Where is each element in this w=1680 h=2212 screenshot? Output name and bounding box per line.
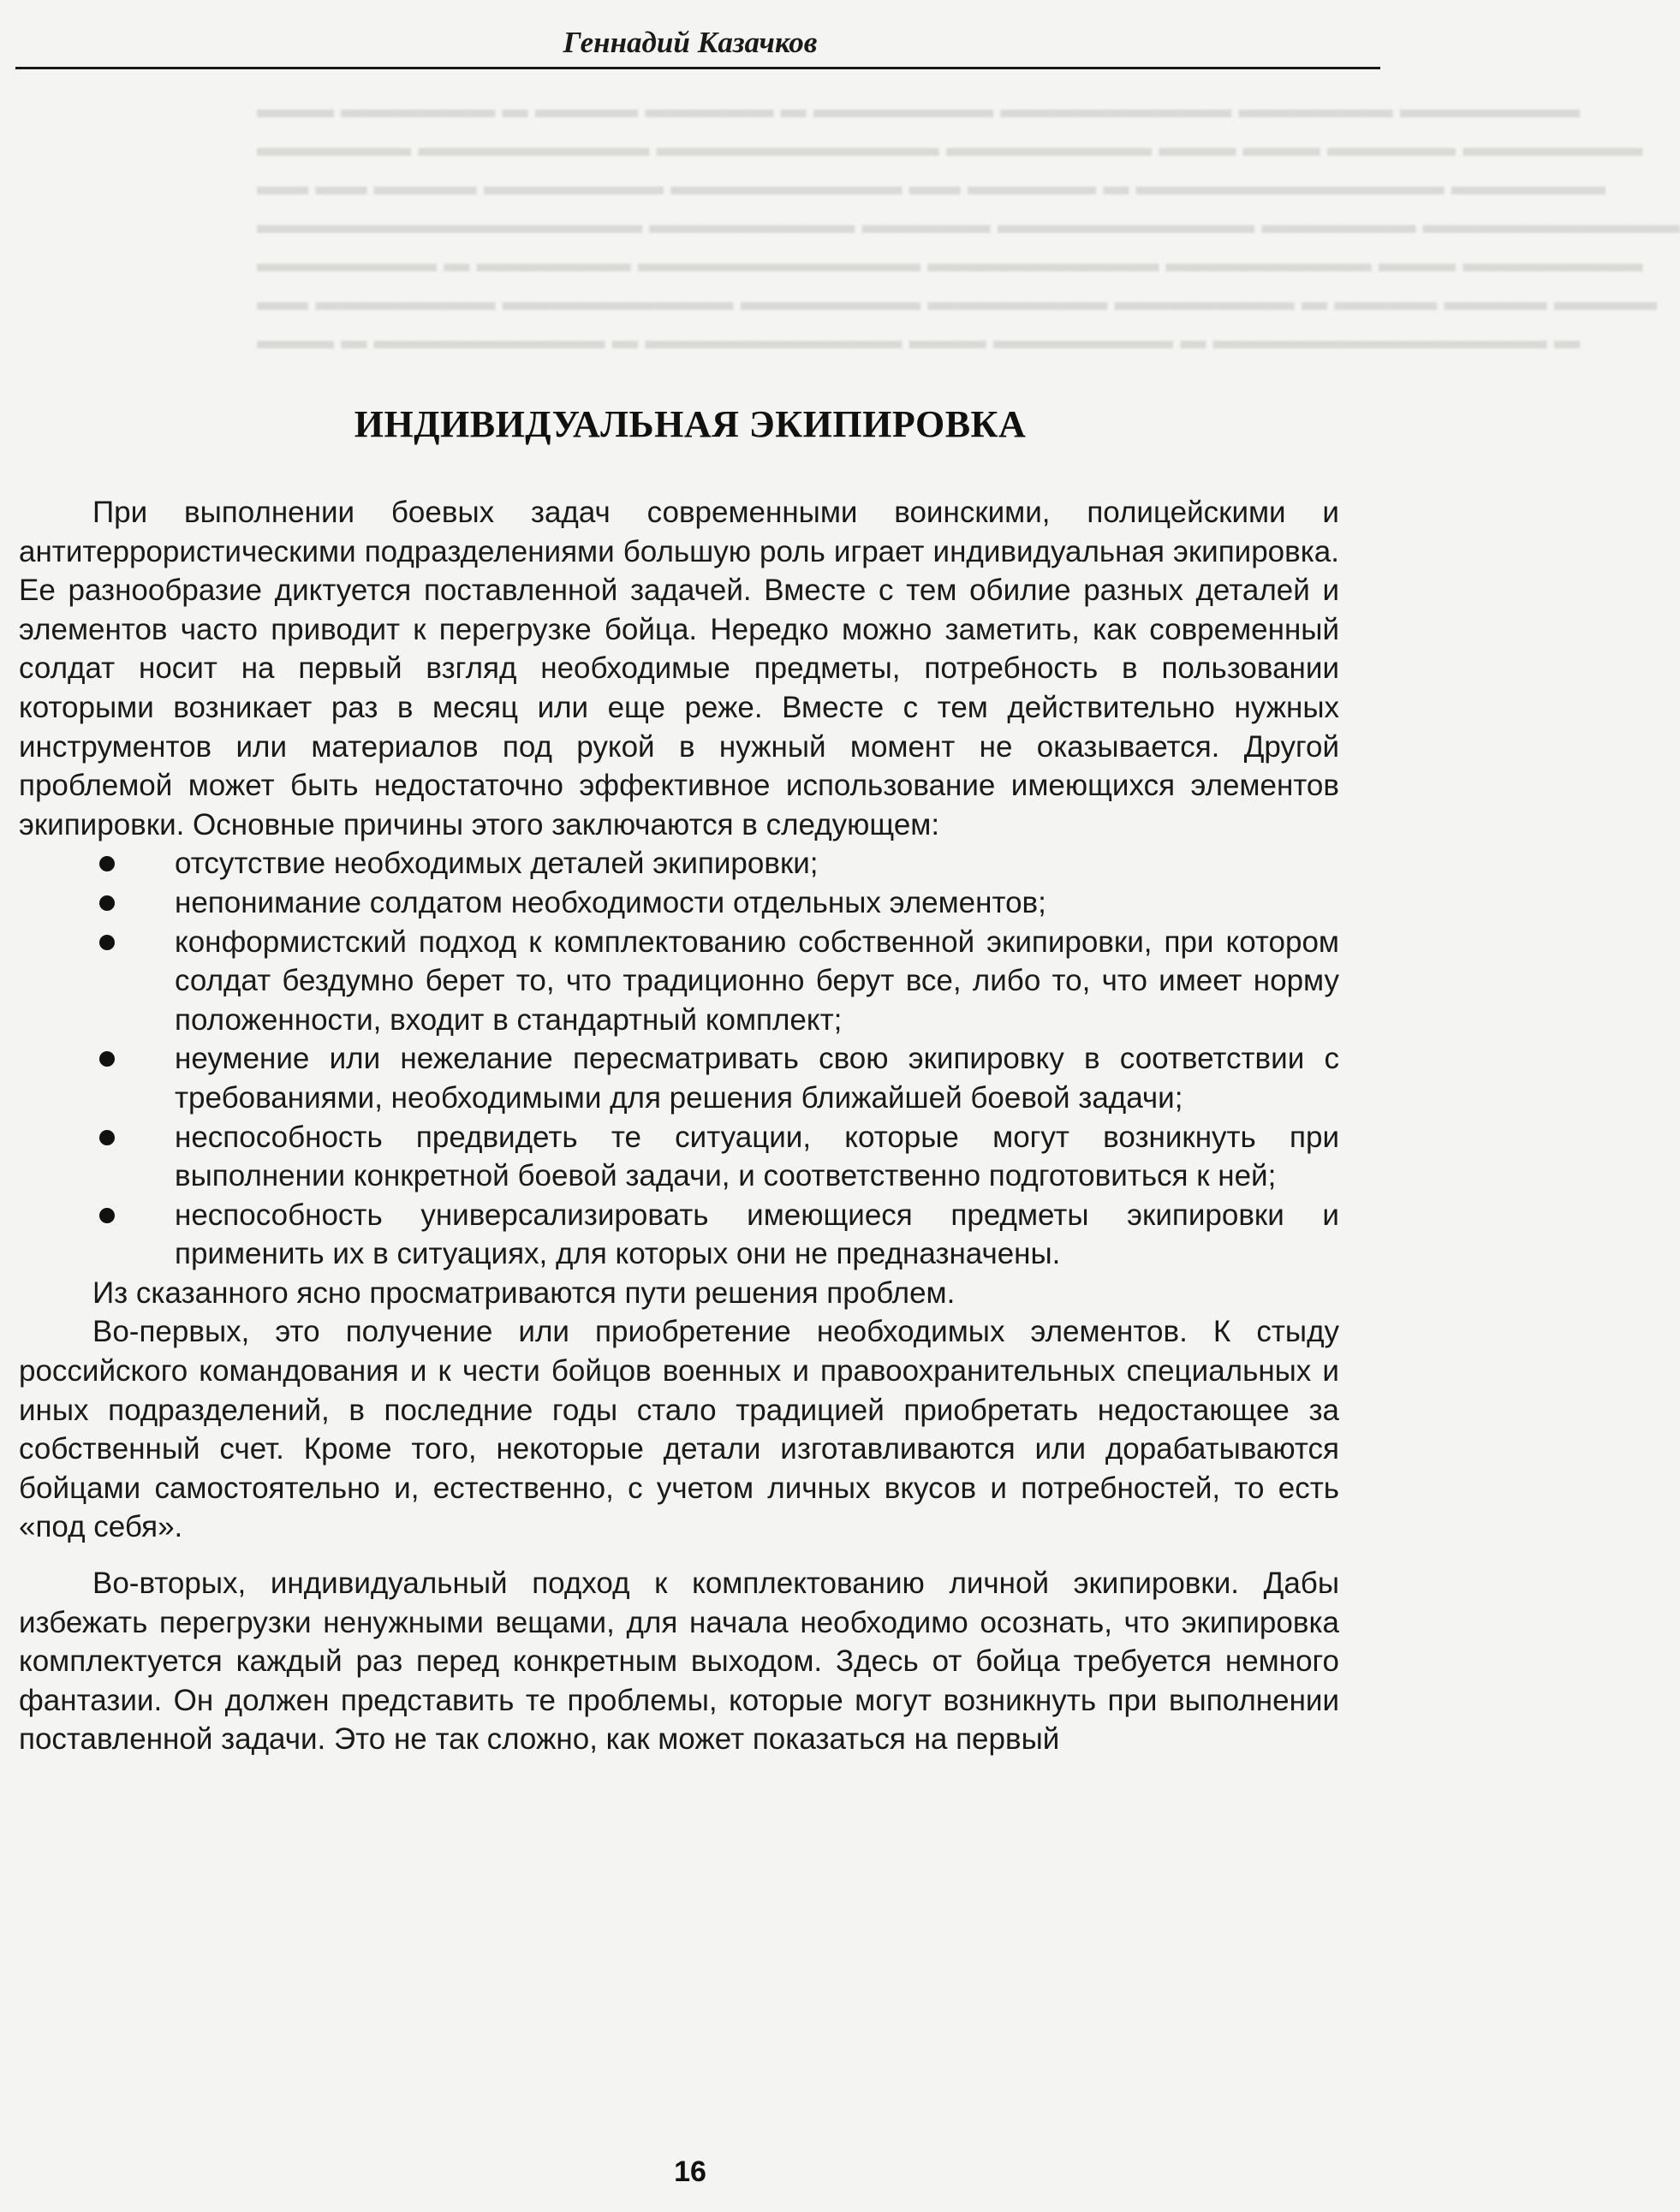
list-item-text: конформистский подход к комплектованию собственной экипировки, при котором солдат бездумно берет то, что традиционно берут все, либо то, что имеет норму положенности, входит в стандартный комплект; xyxy=(175,925,1339,1037)
paragraph-intro: При выполнении боевых задач современными воинскими, полицейскими и антитеррористическими подразделениями большую роль играет индивидуальная экипировка. Ее разнообразие диктуется поставленной задачей. Вместе с тем обилие разных деталей и элементов часто приводит к перегрузке бойца. Нередко можно заметить, как современный солдат носит на первый взгляд необходимые предметы, потребность в пользовании которыми возникает раз в месяц или еще реже. Вместе с тем действительно нужных инструментов или материалов под рукой в нужный момент не оказывается. Другой проблемой может быть недостаточно эффективное использование имеющихся элементов экипировки. Основные причины этого заключаются в следующем: xyxy=(19,496,1339,841)
paragraph-second: Во-вторых, индивидуальный подход к комплектованию личной экипировки. Дабы избежать перегрузки ненужными вещами, для начала необходимо осознать, что экипировка комплектуется каждый раз перед конкретным выходом. Здесь от бойца требуется немного фантазии. Он должен представить те проблемы, которые могут возникнуть при выполнении поставленной задачи. Это не так сложно, как может показаться на первый xyxy=(19,1567,1339,1757)
section-title: ИНДИВИДУАЛЬНАЯ ЭКИПИРОВКА xyxy=(354,403,1027,445)
list-item-text: непонимание солдатом необходимости отдельных элементов; xyxy=(175,885,1046,919)
paragraph-conclusion: Из сказанного ясно просматриваются пути решения проблем. xyxy=(92,1275,956,1310)
page-number: 16 xyxy=(674,2156,706,2188)
bullet-icon xyxy=(99,1208,115,1223)
bullet-icon xyxy=(99,935,115,950)
list-item-text: неспособность универсализировать имеющиеся предметы экипировки и применить их в ситуациях, для которых они не предназначены. xyxy=(175,1198,1339,1271)
paragraph-spacer xyxy=(19,1547,1339,1564)
bullet-icon xyxy=(99,856,115,871)
list-item-text: неумение или нежелание пересматривать свою экипировку в соответствии с требованиями, необходимыми для решения ближайшей боевой задачи; xyxy=(175,1042,1339,1115)
bullet-icon xyxy=(99,895,115,911)
list-item xyxy=(19,1118,1339,1196)
list-item xyxy=(19,844,1339,883)
header-divider xyxy=(15,67,1380,69)
list-item xyxy=(19,883,1339,923)
list-item xyxy=(19,923,1339,1040)
paragraph-first: Во-первых, это получение или приобретение необходимых элементов. К стыду российского командования и к чести бойцов военных и правоохранительных специальных и иных подразделений, в последние годы стало традицией приобретать недостающее за собственный счет. Кроме того, некоторые детали изготавливаются или дорабатываются бойцами самостоятельно и, естественно, с учетом личных вкусов и потребностей, то есть «под себя». xyxy=(19,1315,1339,1544)
running-header-author: Геннадий Казачков xyxy=(563,26,818,59)
list-item xyxy=(19,1196,1339,1274)
causes-list xyxy=(19,844,1339,1274)
bullet-icon xyxy=(99,1130,115,1145)
list-item-text: неспособность предвидеть те ситуации, которые могут возникнуть при выполнении конкретной боевой задачи, и соответственно подготовиться к ней; xyxy=(175,1120,1339,1193)
reverse-side-bleed-through: ▬▬▬ ▬▬▬▬▬▬ ▬ ▬▬▬▬ ▬▬▬▬▬ ▬ ▬▬▬▬▬▬▬ ▬▬▬▬▬▬▬▬▬ ▬▬▬▬▬▬ ▬▬▬▬▬▬▬ ▬▬▬▬▬▬ ▬▬▬▬▬▬▬▬▬ ▬▬▬▬▬▬▬▬▬▬▬ ▬▬▬▬▬▬▬▬ ▬▬▬ ▬▬▬ ▬▬▬▬▬ ▬▬▬▬▬▬▬ ▬▬ ▬▬ ▬▬▬▬ ▬▬▬▬▬▬▬ ▬▬▬▬▬▬▬▬▬ ▬▬ ▬▬▬▬▬ ▬ ▬▬▬▬▬▬▬▬▬▬▬▬ ▬▬▬▬▬▬ ▬▬▬▬▬▬▬▬▬▬▬▬▬▬▬ ▬▬▬▬▬▬▬▬ ▬▬▬▬▬ ▬▬▬▬▬▬▬▬▬▬ ▬▬▬▬▬▬ ▬▬▬▬▬▬▬▬▬▬ ▬▬▬▬▬▬▬ ▬ ▬▬▬▬▬▬ ▬▬▬▬▬▬▬▬▬▬▬ ▬▬▬▬▬▬▬▬▬ ▬▬▬▬▬▬▬▬ ▬▬▬ ▬▬▬▬▬▬▬ ▬▬ ▬▬▬▬▬▬▬ ▬▬▬▬▬▬▬▬▬ ▬▬▬▬▬▬▬ ▬▬▬▬▬▬▬ ▬▬▬▬▬▬▬ ▬ ▬▬▬▬ ▬▬▬▬ ▬▬▬▬ ▬▬▬ ▬ ▬▬▬▬▬▬▬▬▬ ▬ ▬▬▬▬▬▬▬▬▬▬ ▬▬▬ ▬▬▬▬▬▬▬ ▬ ▬▬▬▬▬▬▬▬▬▬▬▬▬ ▬ xyxy=(257,95,1680,354)
body-text xyxy=(19,493,1339,1759)
bullet-icon xyxy=(99,1051,115,1067)
list-item-text: отсутствие необходимых деталей экипировки; xyxy=(175,847,819,881)
list-item xyxy=(19,1039,1339,1117)
